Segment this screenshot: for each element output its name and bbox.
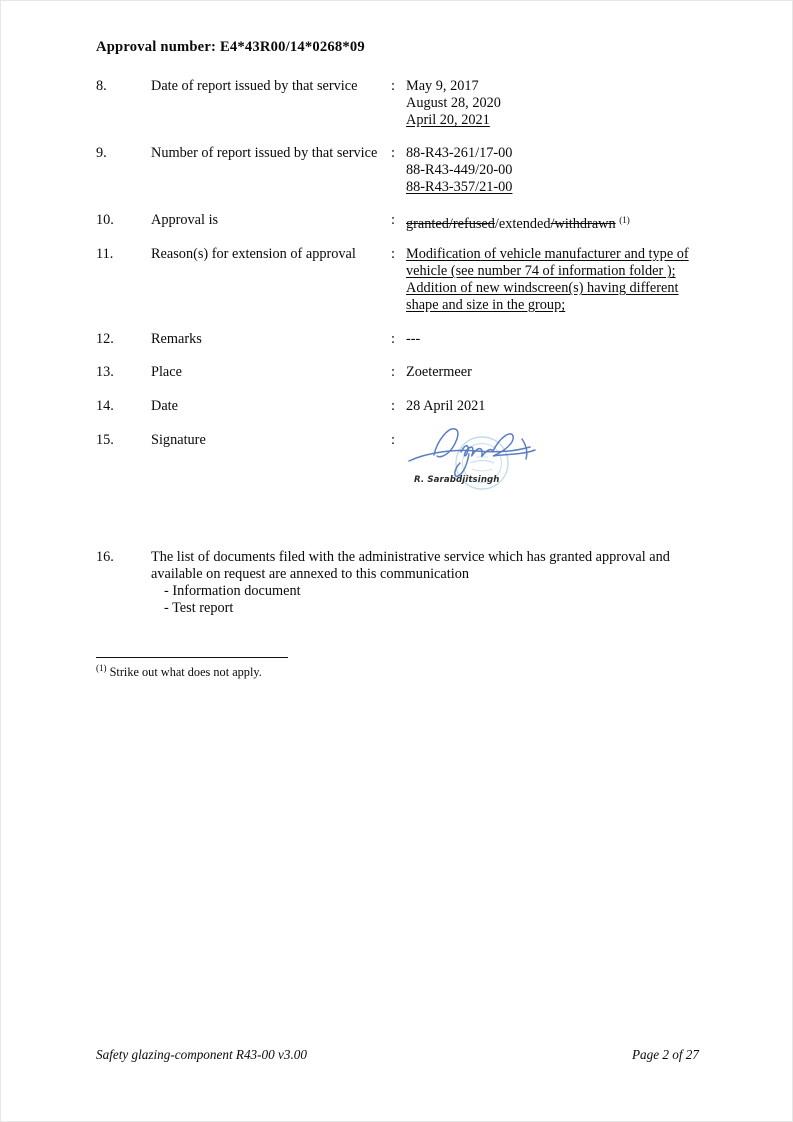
item-8-colon: : xyxy=(391,78,395,94)
item-9-number: 9. xyxy=(96,145,107,161)
item-9-values xyxy=(406,145,718,196)
item-15-label: Signature xyxy=(151,432,206,448)
item-16-text xyxy=(151,549,716,617)
item-8-number: 8. xyxy=(96,78,107,94)
report-number-1: 88-R43-261/17-00 xyxy=(406,145,513,161)
item-16-number: 16. xyxy=(96,549,114,565)
item-15-colon: : xyxy=(391,432,395,448)
footnote-ref-marker: (1) xyxy=(96,663,107,673)
footnote-divider xyxy=(96,657,288,658)
extension-reason-line: Addition of new windscreen(s) having different xyxy=(406,280,679,296)
place-value: Zoetermeer xyxy=(406,364,472,380)
extension-reason-line: shape and size in the group; xyxy=(406,297,566,313)
report-date-3: April 20, 2021 xyxy=(406,112,490,128)
approval-status-struck-1: granted/refused xyxy=(406,216,495,232)
approval-status-kept: extended xyxy=(498,216,551,232)
footnote xyxy=(96,663,262,680)
footnote-reference: (1) xyxy=(619,215,630,225)
remarks-value: --- xyxy=(406,331,421,347)
item-16-line: The list of documents filed with the administrative service which has granted approval and xyxy=(151,549,670,565)
item-10-colon: : xyxy=(391,212,395,228)
item-13-label: Place xyxy=(151,364,182,380)
report-date-2: August 28, 2020 xyxy=(406,95,501,111)
report-number-3: 88-R43-357/21-00 xyxy=(406,179,513,195)
item-10-label: Approval is xyxy=(151,212,219,228)
approval-number-heading: Approval number: E4*43R00/14*0268*09 xyxy=(96,39,365,55)
annexed-document: - Information document xyxy=(164,583,301,599)
extension-reason-line: Modification of vehicle manufacturer and type of xyxy=(406,246,689,262)
approval-status-value xyxy=(406,212,718,233)
item-11-number: 11. xyxy=(96,246,114,262)
report-date-1: May 9, 2017 xyxy=(406,78,479,94)
item-12-label: Remarks xyxy=(151,331,202,347)
item-8-label: Date of report issued by that service xyxy=(151,78,358,94)
footnote-text: Strike out what does not apply. xyxy=(106,665,262,679)
item-12-colon: : xyxy=(391,331,395,347)
item-13-colon: : xyxy=(391,364,395,380)
item-13-number: 13. xyxy=(96,364,114,380)
item-16-line: available on request are annexed to this communication xyxy=(151,566,469,582)
extension-reason-line: vehicle (see number 74 of information folder ); xyxy=(406,263,676,279)
item-9-label: Number of report issued by that service xyxy=(151,145,378,161)
item-15-number: 15. xyxy=(96,432,114,448)
footer-page-number: Page 2 of 27 xyxy=(631,1047,699,1062)
item-12-number: 12. xyxy=(96,331,114,347)
date-value: 28 April 2021 xyxy=(406,398,486,414)
item-11-label: Reason(s) for extension of approval xyxy=(151,246,356,262)
item-14-number: 14. xyxy=(96,398,114,414)
footer-document-id: Safety glazing-component R43-00 v3.00 xyxy=(96,1047,307,1062)
report-number-2: 88-R43-449/20-00 xyxy=(406,162,513,178)
approval-status-separator: / xyxy=(494,216,499,232)
extension-reasons xyxy=(406,246,718,314)
item-8-values xyxy=(406,78,718,129)
annexed-document: - Test report xyxy=(164,600,234,616)
item-11-colon: : xyxy=(391,246,395,262)
item-10-number: 10. xyxy=(96,212,114,228)
approval-status-struck-2: /withdrawn xyxy=(550,216,616,232)
item-14-label: Date xyxy=(151,398,178,414)
item-9-colon: : xyxy=(391,145,395,161)
signatory-name: R. Sarabdjitsingh xyxy=(414,475,500,485)
item-14-colon: : xyxy=(391,398,395,414)
